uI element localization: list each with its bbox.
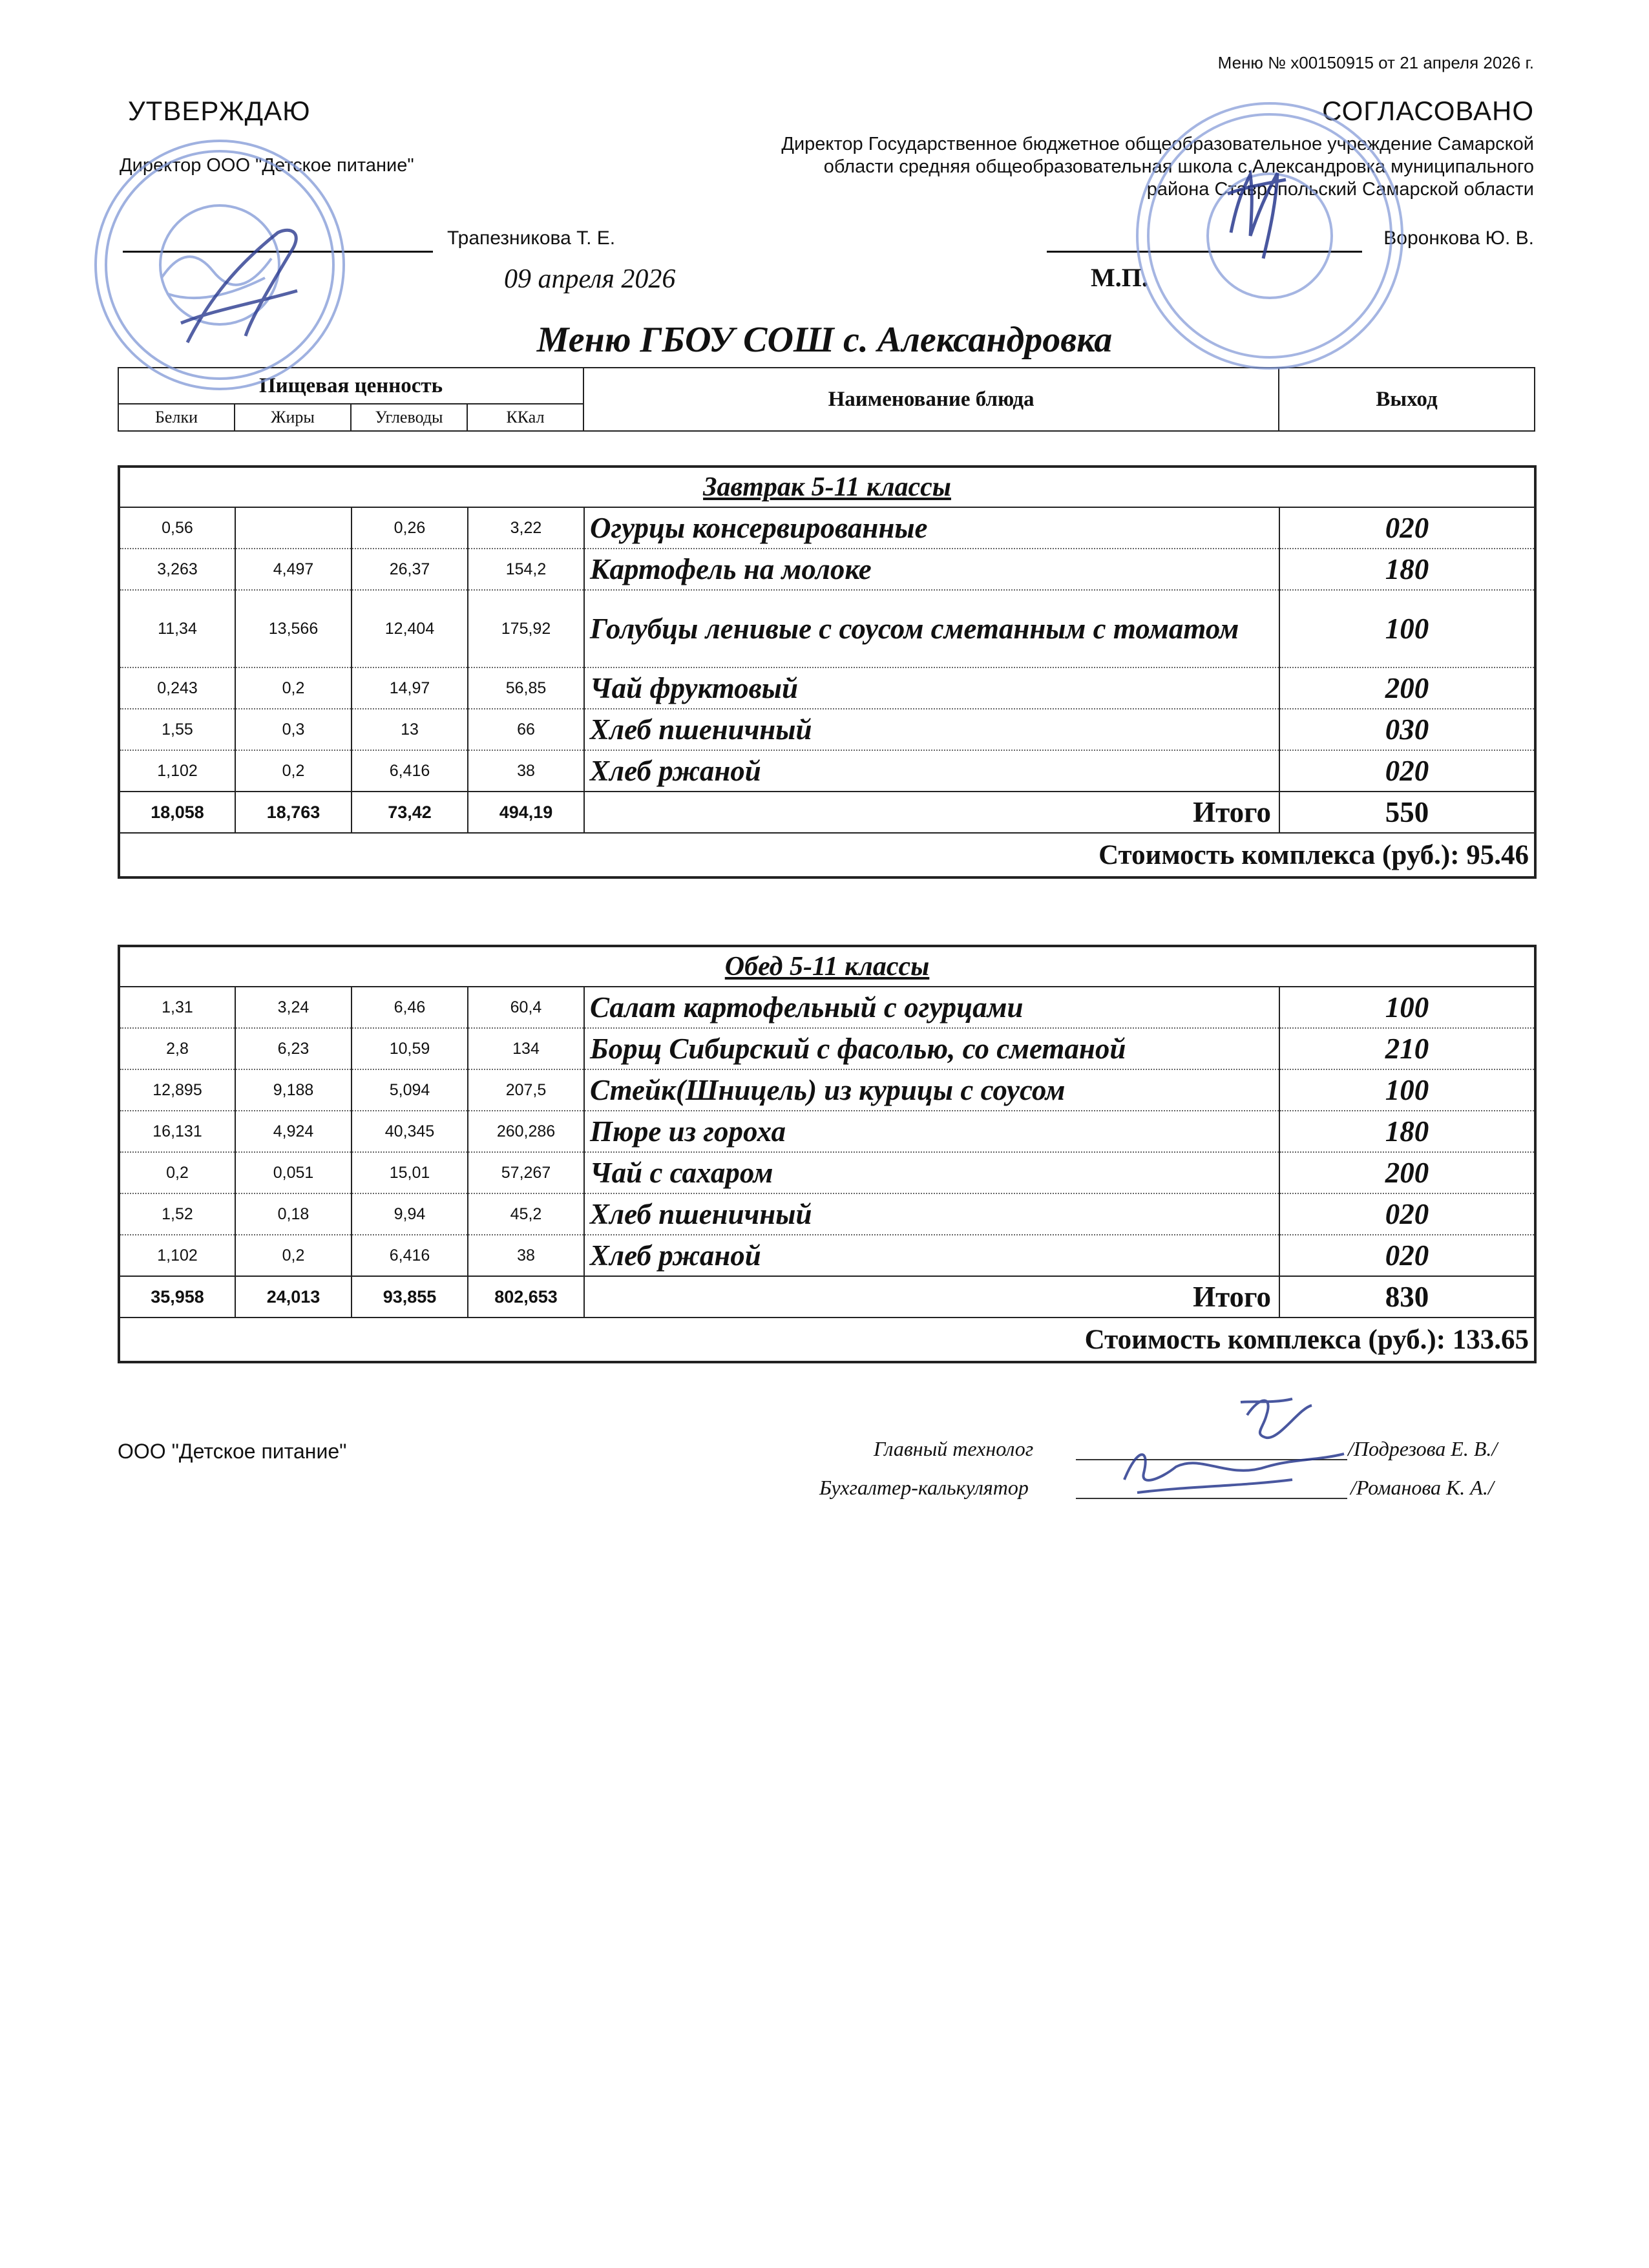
kcal-cell: 66 (468, 709, 584, 750)
section-title: Обед 5-11 классы (724, 952, 930, 982)
dish-cell: Картофель на молоке (584, 549, 1279, 590)
signature-chief-icon (1098, 1389, 1370, 1512)
total-row (119, 792, 1535, 833)
protein-cell: 1,55 (119, 709, 235, 750)
carbs-cell: 12,404 (352, 590, 468, 667)
fat-cell: 0,2 (235, 1235, 352, 1276)
total-carbs: 93,855 (352, 1276, 468, 1318)
protein-cell: 1,102 (119, 750, 235, 792)
kcal-cell: 134 (468, 1028, 584, 1069)
carbs-cell: 26,37 (352, 549, 468, 590)
fat-cell: 13,566 (235, 590, 352, 667)
complex-cost: Стоимость комплекса (руб.): 95.46 (1098, 839, 1529, 870)
carbs-header: Углеводы (351, 404, 467, 431)
total-output: 830 (1279, 1276, 1535, 1318)
total-protein: 18,058 (119, 792, 235, 833)
kcal-cell: 38 (468, 750, 584, 792)
kcal-cell: 60,4 (468, 987, 584, 1028)
total-protein: 35,958 (119, 1276, 235, 1318)
kcal-cell: 175,92 (468, 590, 584, 667)
protein-cell: 1,102 (119, 1235, 235, 1276)
output-cell: 020 (1279, 1193, 1535, 1235)
carbs-cell: 6,416 (352, 750, 468, 792)
breakfast-table (118, 465, 1537, 879)
dish-cell: Голубцы ленивые с соусом сметанным с томатом (584, 590, 1279, 667)
accountant-label: Бухгалтер-калькулятор (819, 1476, 1029, 1499)
output-cell: 030 (1279, 709, 1535, 750)
approve-date: 09 апреля 2026 (504, 264, 676, 294)
lunch-table (118, 945, 1537, 1363)
total-label: Итого (584, 792, 1279, 833)
dish-cell: Огурцы консервированные (584, 507, 1279, 549)
section-header-row (119, 946, 1535, 987)
protein-cell: 16,131 (119, 1111, 235, 1152)
agree-role-line: Директор Государственное бюджетное общеобразовательное учреждение Самарской (781, 134, 1534, 154)
kcal-cell: 3,22 (468, 507, 584, 549)
table-row (119, 1111, 1535, 1152)
approve-role: Директор ООО "Детское питание" (120, 155, 414, 176)
section-title: Завтрак 5-11 классы (703, 472, 951, 502)
protein-cell: 0,243 (119, 667, 235, 709)
table-row (119, 667, 1535, 709)
table-row (119, 709, 1535, 750)
protein-cell: 1,52 (119, 1193, 235, 1235)
output-cell: 100 (1279, 1069, 1535, 1111)
total-carbs: 73,42 (352, 792, 468, 833)
protein-header: Белки (118, 404, 235, 431)
fat-cell: 4,924 (235, 1111, 352, 1152)
menu-number: Меню № х00150915 от 21 апреля 2026 г. (1217, 53, 1534, 72)
protein-cell: 12,895 (119, 1069, 235, 1111)
carbs-cell: 14,97 (352, 667, 468, 709)
table-row (119, 1193, 1535, 1235)
protein-cell: 11,34 (119, 590, 235, 667)
approve-name: Трапезникова Т. Е. (447, 227, 616, 249)
dish-cell: Хлеб пшеничный (584, 1193, 1279, 1235)
fat-header: Жиры (235, 404, 351, 431)
dish-cell: Чай с сахаром (584, 1152, 1279, 1193)
output-cell: 180 (1279, 549, 1535, 590)
table-row (119, 590, 1535, 667)
dish-cell: Салат картофельный с огурцами (584, 987, 1279, 1028)
kcal-cell: 38 (468, 1235, 584, 1276)
dish-header: Наименование блюда (583, 368, 1279, 431)
carbs-cell: 5,094 (352, 1069, 468, 1111)
table-row (119, 1235, 1535, 1276)
total-kcal: 494,19 (468, 792, 584, 833)
agree-role-line: области средняя общеобразовательная школа с.Александровка муниципального (823, 156, 1534, 177)
output-cell: 200 (1279, 1152, 1535, 1193)
table-row (119, 1028, 1535, 1069)
fat-cell: 0,3 (235, 709, 352, 750)
output-cell: 020 (1279, 750, 1535, 792)
protein-cell: 1,31 (119, 987, 235, 1028)
total-fat: 18,763 (235, 792, 352, 833)
table-row (119, 750, 1535, 792)
total-fat: 24,013 (235, 1276, 352, 1318)
dish-cell: Хлеб ржаной (584, 1235, 1279, 1276)
carbs-cell: 6,416 (352, 1235, 468, 1276)
fat-cell: 0,2 (235, 667, 352, 709)
chief-technologist-label: Главный технолог (874, 1437, 1034, 1460)
accountant-name: /Романова К. А./ (1350, 1476, 1494, 1499)
cost-row (119, 833, 1535, 877)
total-label: Итого (584, 1276, 1279, 1318)
kcal-cell: 45,2 (468, 1193, 584, 1235)
kcal-cell: 207,5 (468, 1069, 584, 1111)
protein-cell: 2,8 (119, 1028, 235, 1069)
kcal-cell: 56,85 (468, 667, 584, 709)
fat-cell: 9,188 (235, 1069, 352, 1111)
output-cell: 180 (1279, 1111, 1535, 1152)
output-cell: 020 (1279, 1235, 1535, 1276)
fat-cell: 0,051 (235, 1152, 352, 1193)
nutrition-header: Пищевая ценность (118, 368, 583, 404)
cost-row (119, 1318, 1535, 1362)
output-cell: 020 (1279, 507, 1535, 549)
dish-cell: Стейк(Шницель) из курицы с соусом (584, 1069, 1279, 1111)
fat-cell: 0,18 (235, 1193, 352, 1235)
approve-title: УТВЕРЖДАЮ (128, 96, 311, 126)
output-cell: 200 (1279, 667, 1535, 709)
output-cell: 210 (1279, 1028, 1535, 1069)
footer-org: ООО "Детское питание" (118, 1440, 347, 1463)
carbs-cell: 15,01 (352, 1152, 468, 1193)
table-row (119, 549, 1535, 590)
total-row (119, 1276, 1535, 1318)
kcal-cell: 154,2 (468, 549, 584, 590)
protein-cell: 0,56 (119, 507, 235, 549)
stamp-label: М.П. (1091, 263, 1148, 292)
protein-cell: 3,263 (119, 549, 235, 590)
total-kcal: 802,653 (468, 1276, 584, 1318)
output-cell: 100 (1279, 590, 1535, 667)
output-cell: 100 (1279, 987, 1535, 1028)
complex-cost: Стоимость комплекса (руб.): 133.65 (1084, 1324, 1529, 1355)
output-header: Выход (1279, 368, 1535, 431)
table-row (119, 1069, 1535, 1111)
agree-title: СОГЛАСОВАНО (1322, 96, 1534, 126)
carbs-cell: 13 (352, 709, 468, 750)
dish-cell: Хлеб пшеничный (584, 709, 1279, 750)
kcal-cell: 57,267 (468, 1152, 584, 1193)
table-row (119, 507, 1535, 549)
table-row (119, 1152, 1535, 1193)
fat-cell: 6,23 (235, 1028, 352, 1069)
carbs-cell: 6,46 (352, 987, 468, 1028)
page-title: Меню ГБОУ СОШ с. Александровка (536, 320, 1113, 360)
fat-cell (235, 507, 352, 549)
agree-name: Воронкова Ю. В. (1383, 227, 1534, 249)
chief-technologist-name: /Подрезова Е. В./ (1348, 1437, 1498, 1460)
dish-cell: Хлеб ржаной (584, 750, 1279, 792)
dish-cell: Пюре из гороха (584, 1111, 1279, 1152)
fat-cell: 3,24 (235, 987, 352, 1028)
fat-cell: 4,497 (235, 549, 352, 590)
dish-cell: Чай фруктовый (584, 667, 1279, 709)
stamp-right-icon (1115, 97, 1418, 375)
section-header-row (119, 467, 1535, 507)
carbs-cell: 9,94 (352, 1193, 468, 1235)
agree-role-line: района Ставропольский Самарской области (1146, 179, 1534, 200)
table-row (119, 987, 1535, 1028)
carbs-cell: 0,26 (352, 507, 468, 549)
dish-cell: Борщ Сибирский с фасолью, со сметаной (584, 1028, 1279, 1069)
kcal-header: ККал (467, 404, 583, 431)
stamp-left-icon (84, 129, 355, 401)
fat-cell: 0,2 (235, 750, 352, 792)
total-output: 550 (1279, 792, 1535, 833)
kcal-cell: 260,286 (468, 1111, 584, 1152)
carbs-cell: 10,59 (352, 1028, 468, 1069)
carbs-cell: 40,345 (352, 1111, 468, 1152)
protein-cell: 0,2 (119, 1152, 235, 1193)
